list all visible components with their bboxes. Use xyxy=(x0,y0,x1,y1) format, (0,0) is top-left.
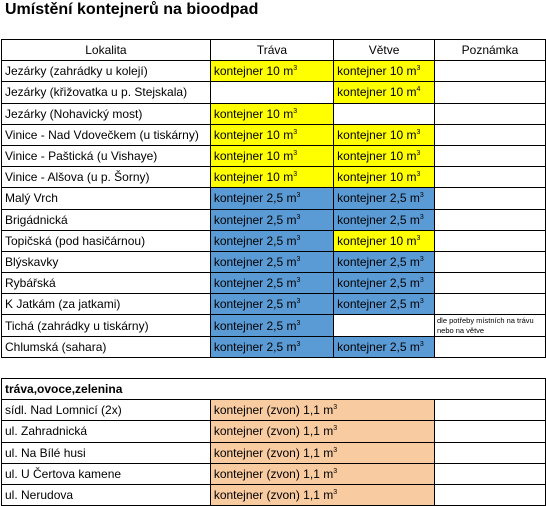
cell-trava-text: kontejner 10 m xyxy=(213,127,294,142)
table-row xyxy=(2,400,546,421)
cell-vetve-exponent: 3 xyxy=(416,65,421,73)
cell-vetve xyxy=(334,124,435,145)
table-row xyxy=(2,421,546,442)
cell-vetve-exponent: 3 xyxy=(416,234,421,242)
table-row xyxy=(2,230,546,251)
cell-vetve-text: kontejner 2,5 m xyxy=(337,191,420,206)
cell-vetve-exponent: 3 xyxy=(419,213,424,221)
cell-trava xyxy=(210,251,333,272)
cell-lokalita: Rybářská xyxy=(2,273,211,294)
cell-zvon-exponent: 3 xyxy=(333,467,338,475)
cell-poznamka xyxy=(434,209,545,230)
table-row xyxy=(2,167,546,188)
table-row xyxy=(2,484,546,505)
cell-zvon-exponent: 3 xyxy=(333,404,338,412)
cell-vetve-exponent: 3 xyxy=(416,150,421,158)
cell-trava-text: kontejner 10 m xyxy=(213,170,294,185)
cell-trava-exponent: 3 xyxy=(293,150,298,158)
table-row xyxy=(2,124,546,145)
cell-lokalita: Brigádnická xyxy=(2,209,211,230)
cell-trava-exponent: 3 xyxy=(296,319,301,327)
cell-vetve xyxy=(334,251,435,272)
cell-vetve xyxy=(334,103,435,124)
cell-zvon-exponent: 3 xyxy=(333,489,338,497)
cell-trava xyxy=(210,124,333,145)
section-title: tráva,ovoce,zelenina xyxy=(2,379,546,400)
cell-poznamka xyxy=(434,103,545,124)
cell-trava-exponent: 3 xyxy=(296,255,301,263)
cell-trava-text: kontejner 2,5 m xyxy=(213,254,297,269)
cell-zvon-kontejner xyxy=(210,400,434,421)
cell-vetve xyxy=(334,294,435,315)
cell-poznamka xyxy=(434,188,545,209)
cell-vetve-text: kontejner 10 m xyxy=(337,170,417,185)
header-vetve: Větve xyxy=(334,40,435,61)
cell-vetve-text: kontejner 10 m xyxy=(337,149,417,164)
cell-vetve-exponent: 3 xyxy=(419,340,424,348)
cell-lokalita: ul. Nerudova xyxy=(2,484,211,505)
cell-trava xyxy=(210,230,333,251)
cell-poznamka xyxy=(434,463,545,484)
cell-poznamka xyxy=(434,230,545,251)
cell-vetve-text: kontejner 2,5 m xyxy=(337,212,420,227)
cell-vetve xyxy=(334,315,435,336)
cell-poznamka xyxy=(434,273,545,294)
section-row xyxy=(2,379,546,400)
cell-poznamka xyxy=(434,145,545,166)
cell-lokalita: Chlumská (sahara) xyxy=(2,336,211,357)
cell-trava-exponent: 3 xyxy=(296,213,301,221)
cell-zvon-text: kontejner (zvon) 1,1 m xyxy=(213,466,334,481)
cell-trava-exponent: 3 xyxy=(293,128,298,136)
cell-zvon-text: kontejner (zvon) 1,1 m xyxy=(213,445,334,460)
cell-trava xyxy=(210,294,333,315)
cell-lokalita: Jezárky (křižovatka u p. Stejskala) xyxy=(2,82,211,103)
cell-trava-exponent: 3 xyxy=(293,171,298,179)
cell-poznamka xyxy=(434,421,545,442)
header-poznamka: Poznámka xyxy=(434,40,545,61)
cell-trava xyxy=(210,167,333,188)
cell-trava-exponent: 3 xyxy=(296,340,301,348)
cell-vetve xyxy=(334,188,435,209)
table-row xyxy=(2,336,546,357)
cell-zvon-text: kontejner (zvon) 1,1 m xyxy=(213,424,334,439)
container-table xyxy=(1,39,546,506)
cell-trava-text: kontejner 2,5 m xyxy=(213,233,297,248)
cell-lokalita: K Jatkám (za jatkami) xyxy=(2,294,211,315)
cell-poznamka xyxy=(434,294,545,315)
cell-poznamka xyxy=(434,124,545,145)
cell-zvon-exponent: 3 xyxy=(333,446,338,454)
cell-vetve xyxy=(334,61,435,82)
cell-vetve-exponent: 3 xyxy=(419,298,424,306)
cell-poznamka xyxy=(434,336,545,357)
cell-vetve-exponent: 3 xyxy=(419,192,424,200)
cell-vetve-text: kontejner 2,5 m xyxy=(337,276,420,291)
cell-lokalita: ul. U Čertova kamene xyxy=(2,463,211,484)
cell-vetve-exponent: 3 xyxy=(416,128,421,136)
cell-trava-exponent: 3 xyxy=(293,65,298,73)
cell-vetve xyxy=(334,273,435,294)
cell-poznamka xyxy=(434,61,545,82)
header-trava: Tráva xyxy=(210,40,333,61)
table-row xyxy=(2,209,546,230)
spacer-row xyxy=(2,357,546,378)
cell-vetve-text: kontejner 10 m xyxy=(337,64,417,79)
cell-trava-text: kontejner 2,5 m xyxy=(213,339,297,354)
cell-vetve xyxy=(334,145,435,166)
cell-poznamka xyxy=(434,82,545,103)
cell-poznamka: dle potřeby místních na trávu nebo na větve xyxy=(434,315,545,336)
cell-lokalita: Blýskavky xyxy=(2,251,211,272)
table-row xyxy=(2,294,546,315)
cell-vetve-text: kontejner 2,5 m xyxy=(337,297,420,312)
cell-vetve-text: kontejner 10 m xyxy=(337,127,417,142)
cell-trava-exponent: 3 xyxy=(296,192,301,200)
cell-trava-text: kontejner 2,5 m xyxy=(213,276,297,291)
cell-trava-text: kontejner 2,5 m xyxy=(213,318,297,333)
cell-trava xyxy=(210,145,333,166)
table-row xyxy=(2,188,546,209)
cell-zvon-text: kontejner (zvon) 1,1 m xyxy=(213,488,334,503)
cell-vetve-text: kontejner 2,5 m xyxy=(337,254,420,269)
cell-lokalita: Topičská (pod hasičárnou) xyxy=(2,230,211,251)
header-row xyxy=(2,40,546,61)
header-lokalita: Lokalita xyxy=(2,40,211,61)
cell-vetve-exponent: 3 xyxy=(416,171,421,179)
cell-trava-exponent: 3 xyxy=(293,107,298,115)
table-row xyxy=(2,251,546,272)
cell-zvon-exponent: 3 xyxy=(333,425,338,433)
table-row xyxy=(2,103,546,124)
cell-lokalita: Vinice - Paštická (u Vishaye) xyxy=(2,145,211,166)
cell-lokalita: Jezárky (Nohavický most) xyxy=(2,103,211,124)
cell-poznamka xyxy=(434,442,545,463)
cell-trava xyxy=(210,61,333,82)
table-row xyxy=(2,145,546,166)
cell-trava-text: kontejner 10 m xyxy=(213,106,294,121)
cell-lokalita: Jezárky (zahrádky u kolejí) xyxy=(2,61,211,82)
cell-trava-exponent: 3 xyxy=(296,234,301,242)
table-row xyxy=(2,273,546,294)
cell-lokalita: Malý Vrch xyxy=(2,188,211,209)
cell-lokalita: ul. Na Bílé husi xyxy=(2,442,211,463)
table-row xyxy=(2,442,546,463)
cell-vetve xyxy=(334,209,435,230)
cell-vetve-exponent: 3 xyxy=(419,277,424,285)
cell-zvon-kontejner xyxy=(210,442,434,463)
cell-lokalita: sídl. Nad Lomnicí (2x) xyxy=(2,400,211,421)
cell-lokalita: Tichá (zahrádky u tiskárny) xyxy=(2,315,211,336)
cell-trava-text: kontejner 10 m xyxy=(213,64,294,79)
cell-trava xyxy=(210,273,333,294)
cell-poznamka xyxy=(434,484,545,505)
cell-zvon-kontejner xyxy=(210,421,434,442)
cell-vetve-exponent: 4 xyxy=(416,86,421,94)
page-title: Umístění kontejnerů na bioodpad xyxy=(5,1,259,18)
cell-vetve xyxy=(334,82,435,103)
cell-zvon-kontejner xyxy=(210,463,434,484)
cell-vetve-exponent: 3 xyxy=(419,255,424,263)
cell-vetve xyxy=(334,167,435,188)
cell-lokalita: Vinice - Alšova (u p. Šorny) xyxy=(2,167,211,188)
cell-zvon-text: kontejner (zvon) 1,1 m xyxy=(213,403,334,418)
table-row xyxy=(2,315,546,336)
cell-trava xyxy=(210,209,333,230)
cell-poznamka xyxy=(434,251,545,272)
cell-trava xyxy=(210,82,333,103)
cell-vetve-text: kontejner 10 m xyxy=(337,233,417,248)
cell-poznamka xyxy=(434,400,545,421)
cell-trava xyxy=(210,188,333,209)
cell-trava-text: kontejner 2,5 m xyxy=(213,212,297,227)
cell-trava-text: kontejner 10 m xyxy=(213,149,294,164)
cell-lokalita: ul. Zahradnická xyxy=(2,421,211,442)
cell-zvon-kontejner xyxy=(210,484,434,505)
table-row xyxy=(2,82,546,103)
cell-trava-text: kontejner 2,5 m xyxy=(213,297,297,312)
cell-vetve xyxy=(334,336,435,357)
table-row xyxy=(2,463,546,484)
cell-poznamka xyxy=(434,167,545,188)
cell-lokalita: Vinice - Nad Vdovečkem (u tiskárny) xyxy=(2,124,211,145)
cell-vetve-text: kontejner 2,5 m xyxy=(337,339,420,354)
cell-trava-text: kontejner 2,5 m xyxy=(213,191,297,206)
cell-trava xyxy=(210,336,333,357)
cell-trava-exponent: 3 xyxy=(296,277,301,285)
cell-vetve-text: kontejner 10 m xyxy=(337,85,417,100)
cell-vetve xyxy=(334,230,435,251)
cell-trava xyxy=(210,315,333,336)
table-row xyxy=(2,61,546,82)
cell-trava-exponent: 3 xyxy=(296,298,301,306)
cell-trava xyxy=(210,103,333,124)
